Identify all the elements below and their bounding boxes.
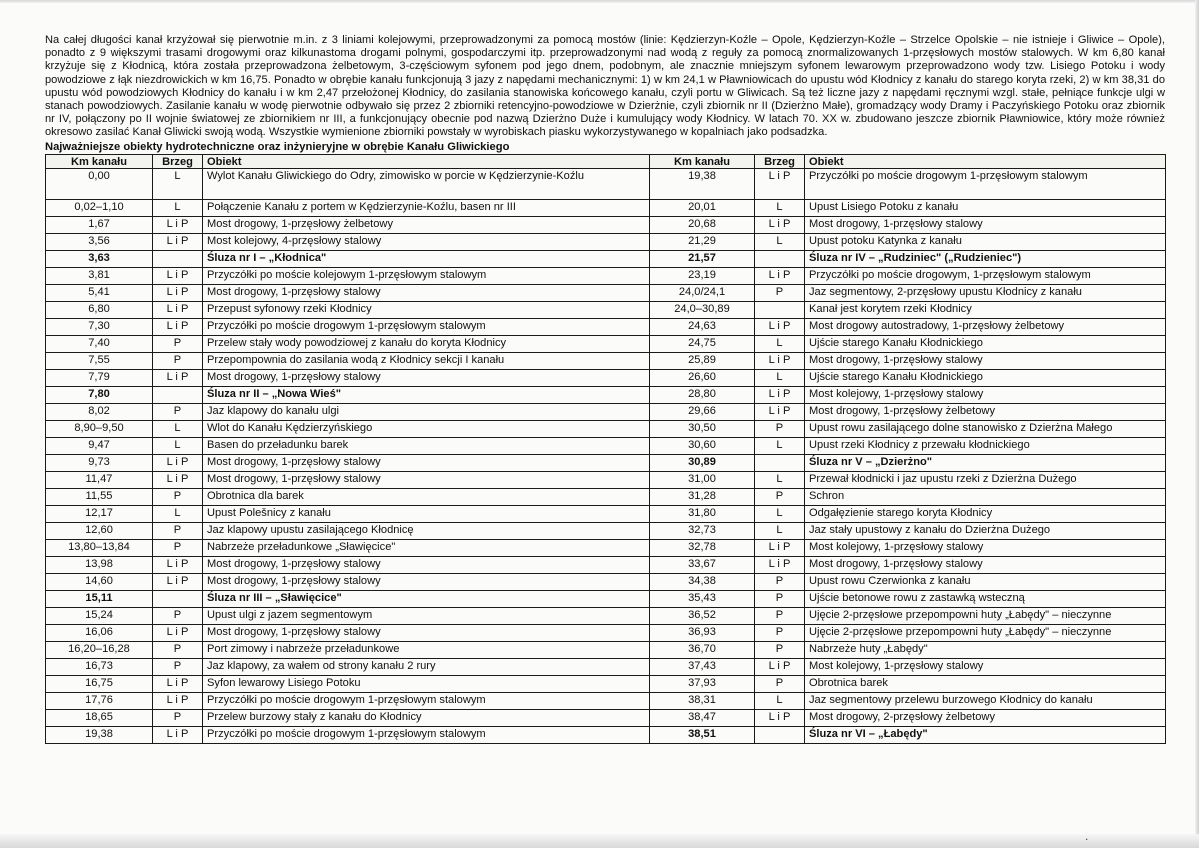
brzeg-right-cell: P — [755, 284, 805, 301]
brzeg-right-cell: L i P — [755, 168, 805, 199]
km-left-cell: 1,67 — [46, 216, 153, 233]
brzeg-right-cell: P — [755, 641, 805, 658]
table-row — [46, 658, 1166, 675]
table-row — [46, 471, 1166, 488]
obiekt-left-cell: Przyczółki po moście kolejowym 1-przęsłowym stalowym — [203, 267, 650, 284]
obiekt-left-cell: Most drogowy, 1-przęsłowy stalowy — [203, 573, 650, 590]
km-left-cell: 14,60 — [46, 573, 153, 590]
obiekt-right-cell: Most drogowy, 1-przęsłowy stalowy — [805, 352, 1166, 369]
obiekt-right-cell: Ujście starego Kanału Kłodnickiego — [805, 369, 1166, 386]
obiekt-right-cell: Przewał kłodnicki i jaz upustu rzeki z Dzierżna Dużego — [805, 471, 1166, 488]
brzeg-right-cell: L — [755, 199, 805, 216]
brzeg-left-cell: L — [153, 199, 203, 216]
obiekt-right-cell: Upust Lisiego Potoku z kanału — [805, 199, 1166, 216]
km-right-cell: 33,67 — [650, 556, 755, 573]
obiekt-right-cell: Most drogowy, 1-przęsłowy żelbetowy — [805, 403, 1166, 420]
brzeg-right-cell: P — [755, 488, 805, 505]
km-left-cell: 8,02 — [46, 403, 153, 420]
intro-paragraph: Na całej długości kanał krzyżował się pierwotnie m.in. z 3 liniami kolejowymi, przeprowadzonymi za pomocą mostów (linie: Kędzierzyn-Koźle – Opole, Kędzierzyn-Koźle – Strzelce Opolskie – nie istnieje i Gliwice – Opole), ponadto z 9 większymi trasami drogowymi oraz kilkunastoma drogami polnymi, gospodarczymi itp. przeprowadzonymi nad wodą z reguły za pomocą znormalizowanych 1-przęsłowych mostów stalowych. W km 6,80 kanał krzyżuje się z Kłodnicą, która została przeprowadzona żelbetowym, 3-częściowym syfonem pod jego dnem, podobnym, ale znacznie mniejszym syfonem lewarowym przeprowadzono wody tzw. Lisiego Potoku i wody powodziowe z łąk niezdrowickich w km 16,75. Ponadto w obrębie kanału funkcjonują 3 jazy z napędami mechanicznymi: 1) w km 24,1 w Pławniowicach do upustu wód Kłodnicy z kanału do starego koryta rzeki, 2) w km 38,31 do upustu wód powodziowych Kłodnicy do kanału i w km 2,47 przełożonej Kłodnicy, do zasilania stanowiska końcowego kanału, czyli portu w Gliwicach. Są też liczne jazy z napędami ręcznymi wzgl. stałe, pełniące funkcje ulgi w stanach powodziowych. Zasilanie kanału w wodę pierwotnie odbywało się przez 2 zbiorniki retencyjno-powodziowe w Dzierżnie, czyli zbiornik nr II (Dzierżno Małe), gromadzący wody Dramy i Paczyńskiego Potoku oraz zbiornik nr IV, połączony po II wojnie światowej ze zbiornikiem nr III, a funkcjonujący obecnie pod nazwą Dzierżno Duże i kumulujący wody Kłodnicy. W latach 70. XX w. zbudowano jeszcze zbiornik Pławniowice, który może również okresowo zasilać Kanał Gliwicki swoją wodą. Wszystkie wymienione zbiorniki powstały w wyrobiskach piasku wykorzystywanego w kopalniach jako podsadzka. — [45, 34, 1165, 139]
table-row — [46, 607, 1166, 624]
km-left-cell: 13,98 — [46, 556, 153, 573]
brzeg-left-cell: L i P — [153, 556, 203, 573]
brzeg-right-cell — [755, 454, 805, 471]
obiekt-left-cell: Wylot Kanału Gliwickiego do Odry, zimowisko w porcie w Kędzierzynie-Koźlu — [203, 168, 650, 199]
km-left-cell: 3,81 — [46, 267, 153, 284]
brzeg-left-cell: L i P — [153, 675, 203, 692]
obiekt-right-cell: Nabrzeże huty „Łabędy" — [805, 641, 1166, 658]
km-right-cell: 36,52 — [650, 607, 755, 624]
obiekt-left-cell: Jaz klapowy do kanału ulgi — [203, 403, 650, 420]
km-left-cell: 3,63 — [46, 250, 153, 267]
table-row — [46, 168, 1166, 199]
km-left-cell: 9,73 — [46, 454, 153, 471]
obiekt-right-cell: Ujęcie 2-przęsłowe przepompowni huty „Łabędy" – nieczynne — [805, 607, 1166, 624]
table-row — [46, 284, 1166, 301]
km-right-cell: 37,93 — [650, 675, 755, 692]
page-edge-right — [1195, 0, 1199, 848]
obiekt-right-cell: Jaz segmentowy przelewu burzowego Kłodnicy do kanału — [805, 692, 1166, 709]
km-right-cell: 29,66 — [650, 403, 755, 420]
km-right-cell: 21,29 — [650, 233, 755, 250]
km-right-cell: 20,68 — [650, 216, 755, 233]
brzeg-right-cell: L i P — [755, 403, 805, 420]
km-left-cell: 6,80 — [46, 301, 153, 318]
brzeg-right-cell: L — [755, 233, 805, 250]
obiekt-left-cell: Most drogowy, 1-przęsłowy stalowy — [203, 471, 650, 488]
obiekt-left-cell: Śluza nr II – „Nowa Wieś" — [203, 386, 650, 403]
table-row — [46, 709, 1166, 726]
obiekt-left-cell: Połączenie Kanału z portem w Kędzierzynie-Koźlu, basen nr III — [203, 199, 650, 216]
table-header-row — [46, 154, 1166, 168]
obiekt-left-cell: Basen do przeładunku barek — [203, 437, 650, 454]
brzeg-right-cell: P — [755, 590, 805, 607]
brzeg-right-cell: L — [755, 369, 805, 386]
km-left-cell: 7,55 — [46, 352, 153, 369]
brzeg-left-cell: L i P — [153, 692, 203, 709]
km-left-cell: 0,00 — [46, 168, 153, 199]
table-row — [46, 369, 1166, 386]
brzeg-left-cell: L i P — [153, 369, 203, 386]
brzeg-right-cell — [755, 726, 805, 743]
km-right-cell: 25,89 — [650, 352, 755, 369]
obiekt-right-cell: Upust rowu Czerwionka z kanału — [805, 573, 1166, 590]
table-title: Najważniejsze obiekty hydrotechniczne oraz inżynieryjne w obrębie Kanału Gliwickiego — [45, 140, 510, 153]
km-left-cell: 16,06 — [46, 624, 153, 641]
table-row — [46, 386, 1166, 403]
km-right-cell: 35,43 — [650, 590, 755, 607]
obiekt-right-cell: Śluza nr V – „Dzierżno" — [805, 454, 1166, 471]
obiekt-left-cell: Przelew burzowy stały z kanału do Kłodnicy — [203, 709, 650, 726]
km-left-cell: 19,38 — [46, 726, 153, 743]
km-right-cell: 34,38 — [650, 573, 755, 590]
table-row — [46, 505, 1166, 522]
obiekt-right-cell: Upust rowu zasilającego dolne stanowisko z Dzierżna Małego — [805, 420, 1166, 437]
km-left-cell: 15,24 — [46, 607, 153, 624]
obiekt-right-cell: Śluza nr IV – „Rudziniec" („Rudzieniec") — [805, 250, 1166, 267]
km-left-cell: 16,73 — [46, 658, 153, 675]
brzeg-left-cell — [153, 250, 203, 267]
km-left-cell: 7,30 — [46, 318, 153, 335]
brzeg-right-cell — [755, 250, 805, 267]
km-left-cell: 18,65 — [46, 709, 153, 726]
km-left-cell: 7,79 — [46, 369, 153, 386]
brzeg-left-cell: L i P — [153, 267, 203, 284]
table-row — [46, 199, 1166, 216]
obiekt-right-cell: Jaz stały upustowy z kanału do Dzierżna Dużego — [805, 522, 1166, 539]
brzeg-right-cell: P — [755, 624, 805, 641]
table-row — [46, 267, 1166, 284]
brzeg-left-cell — [153, 386, 203, 403]
brzeg-left-cell: L i P — [153, 318, 203, 335]
brzeg-left-cell — [153, 590, 203, 607]
obiekt-right-cell: Schron — [805, 488, 1166, 505]
obiekt-right-cell: Most kolejowy, 1-przęsłowy stalowy — [805, 658, 1166, 675]
obiekt-right-cell: Ujęcie 2-przęsłowe przepompowni huty „Łabędy" – nieczynne — [805, 624, 1166, 641]
obiekt-left-cell: Port zimowy i nabrzeże przeładunkowe — [203, 641, 650, 658]
brzeg-right-cell: L i P — [755, 556, 805, 573]
obiekt-left-cell: Przyczółki po moście drogowym 1-przęsłowym stalowym — [203, 318, 650, 335]
km-left-cell: 12,60 — [46, 522, 153, 539]
obiekt-left-cell: Nabrzeże przeładunkowe „Sławięcice" — [203, 539, 650, 556]
header-obiekt-right: Obiekt — [805, 154, 1166, 168]
objects-table — [45, 154, 1166, 744]
obiekt-right-cell: Most drogowy, 1-przęsłowy stalowy — [805, 556, 1166, 573]
km-left-cell: 12,17 — [46, 505, 153, 522]
obiekt-left-cell: Most kolejowy, 4-przęsłowy stalowy — [203, 233, 650, 250]
km-right-cell: 38,47 — [650, 709, 755, 726]
obiekt-right-cell: Most drogowy, 2-przęsłowy żelbetowy — [805, 709, 1166, 726]
km-right-cell: 32,78 — [650, 539, 755, 556]
km-right-cell: 38,51 — [650, 726, 755, 743]
table-row — [46, 437, 1166, 454]
brzeg-left-cell: L i P — [153, 573, 203, 590]
km-left-cell: 16,75 — [46, 675, 153, 692]
km-right-cell: 30,60 — [650, 437, 755, 454]
brzeg-right-cell: L i P — [755, 386, 805, 403]
km-right-cell: 37,43 — [650, 658, 755, 675]
obiekt-right-cell: Kanał jest korytem rzeki Kłodnicy — [805, 301, 1166, 318]
obiekt-left-cell: Przyczółki po moście drogowym 1-przęsłowym stalowym — [203, 692, 650, 709]
brzeg-left-cell: L i P — [153, 216, 203, 233]
table-row — [46, 539, 1166, 556]
obiekt-right-cell: Odgałęzienie starego koryta Kłodnicy — [805, 505, 1166, 522]
page-edge-bottom — [0, 834, 1199, 848]
brzeg-left-cell: L i P — [153, 284, 203, 301]
obiekt-right-cell: Obrotnica barek — [805, 675, 1166, 692]
header-obiekt-left: Obiekt — [203, 154, 650, 168]
km-left-cell: 11,47 — [46, 471, 153, 488]
brzeg-left-cell: L i P — [153, 624, 203, 641]
km-right-cell: 24,0–30,89 — [650, 301, 755, 318]
obiekt-left-cell: Most drogowy, 1-przęsłowy stalowy — [203, 284, 650, 301]
table-row — [46, 216, 1166, 233]
brzeg-left-cell: P — [153, 403, 203, 420]
table-row — [46, 454, 1166, 471]
brzeg-left-cell: P — [153, 709, 203, 726]
obiekt-left-cell: Śluza nr III – „Sławięcice" — [203, 590, 650, 607]
obiekt-right-cell: Jaz segmentowy, 2-przęsłowy upustu Kłodnicy z kanału — [805, 284, 1166, 301]
km-right-cell: 30,50 — [650, 420, 755, 437]
brzeg-right-cell: P — [755, 675, 805, 692]
brzeg-left-cell: P — [153, 488, 203, 505]
brzeg-left-cell: L — [153, 420, 203, 437]
table-row — [46, 624, 1166, 641]
km-right-cell: 24,63 — [650, 318, 755, 335]
brzeg-left-cell: P — [153, 607, 203, 624]
table-row — [46, 420, 1166, 437]
table-row — [46, 590, 1166, 607]
brzeg-left-cell: P — [153, 522, 203, 539]
obiekt-left-cell: Jaz klapowy, za wałem od strony kanału 2 rury — [203, 658, 650, 675]
brzeg-right-cell: L i P — [755, 709, 805, 726]
obiekt-left-cell: Most drogowy, 1-przęsłowy stalowy — [203, 454, 650, 471]
brzeg-left-cell: L — [153, 505, 203, 522]
km-right-cell: 23,19 — [650, 267, 755, 284]
obiekt-left-cell: Wlot do Kanału Kędzierzyńskiego — [203, 420, 650, 437]
header-brzeg-left: Brzeg — [153, 154, 203, 168]
km-right-cell: 24,75 — [650, 335, 755, 352]
header-km-right: Km kanału — [650, 154, 755, 168]
km-right-cell: 32,73 — [650, 522, 755, 539]
obiekt-right-cell: Most kolejowy, 1-przęsłowy stalowy — [805, 539, 1166, 556]
header-km-left: Km kanału — [46, 154, 153, 168]
table-row — [46, 573, 1166, 590]
document-content — [45, 34, 1165, 744]
obiekt-left-cell: Upust ulgi z jazem segmentowym — [203, 607, 650, 624]
obiekt-left-cell: Przelew stały wody powodziowej z kanału do koryta Kłodnicy — [203, 335, 650, 352]
brzeg-left-cell: L i P — [153, 726, 203, 743]
km-left-cell: 3,56 — [46, 233, 153, 250]
brzeg-left-cell: L — [153, 168, 203, 199]
obiekt-right-cell: Przyczółki po moście drogowym 1-przęsłowym stalowym — [805, 168, 1166, 199]
km-left-cell: 17,76 — [46, 692, 153, 709]
table-row — [46, 726, 1166, 743]
brzeg-right-cell: L — [755, 437, 805, 454]
brzeg-right-cell: L — [755, 335, 805, 352]
km-left-cell: 9,47 — [46, 437, 153, 454]
brzeg-left-cell: L — [153, 437, 203, 454]
header-brzeg-right: Brzeg — [755, 154, 805, 168]
table-row — [46, 556, 1166, 573]
obiekt-left-cell: Most drogowy, 1-przęsłowy stalowy — [203, 369, 650, 386]
brzeg-right-cell: P — [755, 607, 805, 624]
km-left-cell: 5,41 — [46, 284, 153, 301]
brzeg-right-cell: P — [755, 420, 805, 437]
km-right-cell: 21,57 — [650, 250, 755, 267]
brzeg-left-cell: P — [153, 335, 203, 352]
km-right-cell: 31,80 — [650, 505, 755, 522]
table-row — [46, 403, 1166, 420]
obiekt-left-cell: Obrotnica dla barek — [203, 488, 650, 505]
table-row — [46, 335, 1166, 352]
obiekt-right-cell: Ujście starego Kanału Kłodnickiego — [805, 335, 1166, 352]
obiekt-right-cell: Przyczółki po moście drogowym, 1-przęsłowym stalowym — [805, 267, 1166, 284]
obiekt-left-cell: Jaz klapowy upustu zasilającego Kłodnicę — [203, 522, 650, 539]
table-row — [46, 692, 1166, 709]
obiekt-left-cell: Przyczółki po moście drogowym 1-przęsłowym stalowym — [203, 726, 650, 743]
brzeg-right-cell: L i P — [755, 352, 805, 369]
km-right-cell: 36,70 — [650, 641, 755, 658]
obiekt-left-cell: Przepompownia do zasilania wodą z Kłodnicy sekcji I kanału — [203, 352, 650, 369]
brzeg-right-cell — [755, 301, 805, 318]
brzeg-right-cell: L i P — [755, 318, 805, 335]
obiekt-left-cell: Most drogowy, 1-przęsłowy stalowy — [203, 556, 650, 573]
brzeg-left-cell: L i P — [153, 301, 203, 318]
table-body — [46, 168, 1166, 743]
km-left-cell: 7,40 — [46, 335, 153, 352]
table-row — [46, 233, 1166, 250]
obiekt-left-cell: Most drogowy, 1-przęsłowy stalowy — [203, 624, 650, 641]
brzeg-right-cell: L i P — [755, 658, 805, 675]
table-row — [46, 675, 1166, 692]
table-row — [46, 318, 1166, 335]
obiekt-left-cell: Przepust syfonowy rzeki Kłodnicy — [203, 301, 650, 318]
km-right-cell: 28,80 — [650, 386, 755, 403]
table-row — [46, 522, 1166, 539]
brzeg-left-cell: P — [153, 641, 203, 658]
table-row — [46, 352, 1166, 369]
brzeg-right-cell: L i P — [755, 539, 805, 556]
km-left-cell: 13,80–13,84 — [46, 539, 153, 556]
table-row — [46, 301, 1166, 318]
page-edge-top — [0, 0, 1199, 3]
obiekt-left-cell: Upust Polešnicy z kanału — [203, 505, 650, 522]
obiekt-right-cell: Most kolejowy, 1-przęsłowy stalowy — [805, 386, 1166, 403]
brzeg-left-cell: L i P — [153, 454, 203, 471]
km-right-cell: 24,0/24,1 — [650, 284, 755, 301]
km-right-cell: 31,28 — [650, 488, 755, 505]
obiekt-right-cell: Śluza nr VI – „Łabędy" — [805, 726, 1166, 743]
obiekt-right-cell: Ujście betonowe rowu z zastawką wsteczną — [805, 590, 1166, 607]
km-right-cell: 30,89 — [650, 454, 755, 471]
brzeg-left-cell: L i P — [153, 233, 203, 250]
brzeg-right-cell: L i P — [755, 267, 805, 284]
km-left-cell: 8,90–9,50 — [46, 420, 153, 437]
brzeg-left-cell: P — [153, 352, 203, 369]
brzeg-right-cell: L — [755, 471, 805, 488]
brzeg-left-cell: L i P — [153, 471, 203, 488]
brzeg-right-cell: L — [755, 692, 805, 709]
km-right-cell: 38,31 — [650, 692, 755, 709]
km-left-cell: 15,11 — [46, 590, 153, 607]
km-right-cell: 36,93 — [650, 624, 755, 641]
brzeg-right-cell: L i P — [755, 216, 805, 233]
km-left-cell: 0,02–1,10 — [46, 199, 153, 216]
km-left-cell: 16,20–16,28 — [46, 641, 153, 658]
brzeg-left-cell: P — [153, 539, 203, 556]
km-right-cell: 26,60 — [650, 369, 755, 386]
obiekt-right-cell: Most drogowy autostradowy, 1-przęsłowy żelbetowy — [805, 318, 1166, 335]
obiekt-right-cell: Upust rzeki Kłodnicy z przewału kłodnickiego — [805, 437, 1166, 454]
km-right-cell: 31,00 — [650, 471, 755, 488]
brzeg-right-cell: L — [755, 505, 805, 522]
km-right-cell: 20,01 — [650, 199, 755, 216]
brzeg-right-cell: L — [755, 522, 805, 539]
table-row — [46, 250, 1166, 267]
table-row — [46, 488, 1166, 505]
obiekt-left-cell: Syfon lewarowy Lisiego Potoku — [203, 675, 650, 692]
obiekt-left-cell: Most drogowy, 1-przęsłowy żelbetowy — [203, 216, 650, 233]
table-row — [46, 641, 1166, 658]
km-right-cell: 19,38 — [650, 168, 755, 199]
page-mark: . — [1085, 829, 1089, 843]
km-left-cell: 11,55 — [46, 488, 153, 505]
obiekt-left-cell: Śluza nr I – „Kłodnica" — [203, 250, 650, 267]
obiekt-right-cell: Upust potoku Katynka z kanału — [805, 233, 1166, 250]
km-left-cell: 7,80 — [46, 386, 153, 403]
obiekt-right-cell: Most drogowy, 1-przęsłowy stalowy — [805, 216, 1166, 233]
brzeg-left-cell: P — [153, 658, 203, 675]
brzeg-right-cell: P — [755, 573, 805, 590]
